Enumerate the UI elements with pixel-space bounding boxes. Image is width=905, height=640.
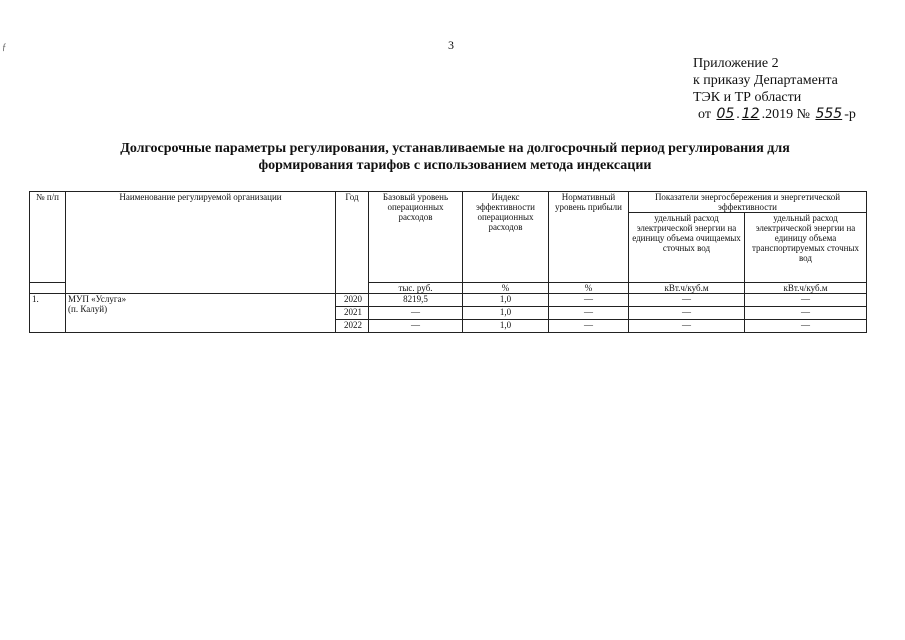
row-e2: — [745, 307, 867, 320]
date-month: 12 [741, 106, 760, 122]
title-line-1: Долгосрочные параметры регулирования, устанавливаемые на долгосрочный период регулирования для [120, 141, 790, 156]
document-title [80, 140, 830, 174]
row-e2: — [745, 294, 867, 307]
table-row [30, 294, 867, 307]
header-energy-sub1: удельный расход электрической энергии на единицу объема очищаемых сточных вод [629, 213, 745, 283]
unit-num [30, 283, 66, 294]
header-year: Год [336, 192, 369, 294]
date-year: .2019 № [761, 107, 810, 122]
row-year: 2020 [336, 294, 369, 307]
row-index: 1,0 [463, 294, 549, 307]
row-e1: — [629, 307, 745, 320]
page-number: 3 [448, 38, 454, 52]
appendix-line-1: Приложение 2 [693, 56, 779, 71]
row-base: — [369, 320, 463, 333]
row-profit: — [549, 320, 629, 333]
header-num: № п/п [30, 192, 66, 283]
org-num: 1. [30, 294, 66, 333]
date-day: 05 [716, 106, 735, 122]
row-index: 1,0 [463, 320, 549, 333]
order-number: 555 [815, 106, 843, 122]
appendix-line-2: к приказу Департамента [693, 73, 838, 88]
header-base: Базовый уровень операционных расходов [369, 192, 463, 283]
org-name: МУП «Услуга» [68, 294, 127, 304]
header-profit: Нормативный уровень прибыли [549, 192, 629, 283]
row-e1: — [629, 294, 745, 307]
header-index: Индекс эффективности операционных расходов [463, 192, 549, 283]
row-index: 1,0 [463, 307, 549, 320]
row-year: 2022 [336, 320, 369, 333]
org-name-cell [66, 294, 336, 333]
appendix-line-3: ТЭК и ТР области [693, 90, 802, 105]
unit-profit: % [549, 283, 629, 294]
appendix-date-line: от 05 . 12 .2019 № 555 -р [698, 106, 856, 122]
row-base: 8219,5 [369, 294, 463, 307]
unit-energy2: кВт.ч/куб.м [745, 283, 867, 294]
margin-mark: ƒ [2, 42, 7, 52]
row-e1: — [629, 320, 745, 333]
header-energy-sub2: удельный расход электрической энергии на единицу объема транспортируемых сточных вод [745, 213, 867, 283]
appendix-block [693, 55, 856, 123]
row-e2: — [745, 320, 867, 333]
parameters-table [29, 191, 867, 333]
date-prefix: от [698, 107, 711, 122]
row-profit: — [549, 307, 629, 320]
row-profit: — [549, 294, 629, 307]
order-suffix: -р [844, 107, 856, 122]
org-location: (п. Калуй) [68, 304, 108, 314]
unit-base: тыс. руб. [369, 283, 463, 294]
row-year: 2021 [336, 307, 369, 320]
header-energy: Показатели энергосбережения и энергетической эффективности [629, 192, 867, 213]
header-row [30, 192, 867, 213]
unit-index: % [463, 283, 549, 294]
row-base: — [369, 307, 463, 320]
unit-energy1: кВт.ч/куб.м [629, 283, 745, 294]
header-org: Наименование регулируемой организации [66, 192, 336, 294]
title-line-2: формирования тарифов с использованием метода индексации [258, 158, 652, 173]
